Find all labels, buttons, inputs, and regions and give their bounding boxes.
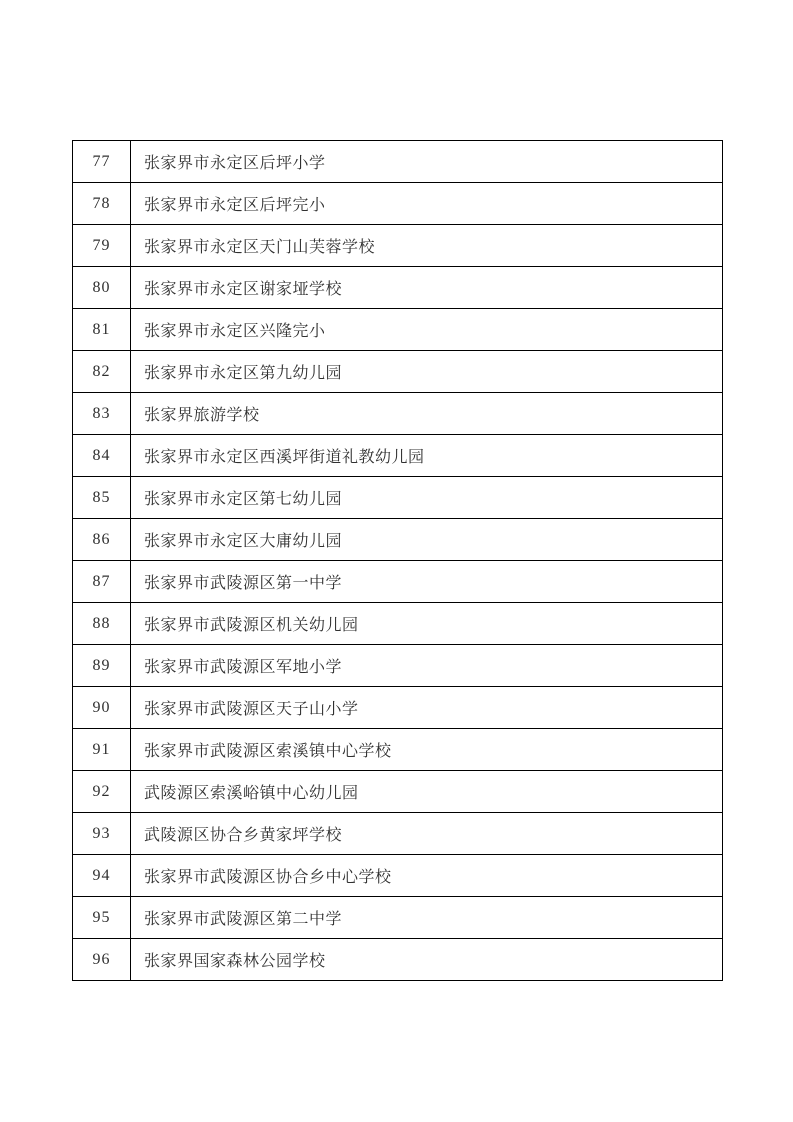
row-number-cell: 96 (73, 939, 131, 981)
row-number-cell: 91 (73, 729, 131, 771)
school-name-cell: 张家界市永定区第九幼儿园 (131, 351, 723, 393)
table-row (73, 435, 723, 477)
row-number-cell: 77 (73, 141, 131, 183)
row-number-cell: 89 (73, 645, 131, 687)
table-row (73, 855, 723, 897)
school-name-cell: 张家界市武陵源区第一中学 (131, 561, 723, 603)
row-number-cell: 79 (73, 225, 131, 267)
table-row (73, 183, 723, 225)
school-name-cell: 张家界市永定区后坪小学 (131, 141, 723, 183)
table-row (73, 645, 723, 687)
school-name-cell: 张家界市永定区大庸幼儿园 (131, 519, 723, 561)
row-number-cell: 80 (73, 267, 131, 309)
table-row (73, 351, 723, 393)
table-row (73, 477, 723, 519)
school-name-cell: 张家界市武陵源区军地小学 (131, 645, 723, 687)
school-name-cell: 张家界市武陵源区协合乡中心学校 (131, 855, 723, 897)
table-row (73, 225, 723, 267)
table-row (73, 813, 723, 855)
row-number-cell: 78 (73, 183, 131, 225)
school-name-cell: 张家界市永定区谢家垭学校 (131, 267, 723, 309)
row-number-cell: 92 (73, 771, 131, 813)
school-name-cell: 武陵源区索溪峪镇中心幼儿园 (131, 771, 723, 813)
school-name-cell: 张家界市永定区天门山芙蓉学校 (131, 225, 723, 267)
table-row (73, 729, 723, 771)
school-list-table (72, 140, 723, 981)
row-number-cell: 81 (73, 309, 131, 351)
school-name-cell: 张家界市武陵源区索溪镇中心学校 (131, 729, 723, 771)
school-name-cell: 张家界市永定区西溪坪街道礼教幼儿园 (131, 435, 723, 477)
school-name-cell: 张家界国家森林公园学校 (131, 939, 723, 981)
school-name-cell: 张家界市武陵源区天子山小学 (131, 687, 723, 729)
table-row (73, 603, 723, 645)
table-row (73, 267, 723, 309)
school-name-cell: 张家界市永定区兴隆完小 (131, 309, 723, 351)
table-row (73, 561, 723, 603)
table-row (73, 939, 723, 981)
table-row (73, 897, 723, 939)
row-number-cell: 86 (73, 519, 131, 561)
row-number-cell: 83 (73, 393, 131, 435)
row-number-cell: 93 (73, 813, 131, 855)
table-row (73, 393, 723, 435)
table-row (73, 519, 723, 561)
school-name-cell: 武陵源区协合乡黄家坪学校 (131, 813, 723, 855)
school-name-cell: 张家界市永定区第七幼儿园 (131, 477, 723, 519)
row-number-cell: 90 (73, 687, 131, 729)
school-name-cell: 张家界旅游学校 (131, 393, 723, 435)
table-row (73, 771, 723, 813)
table-row (73, 687, 723, 729)
row-number-cell: 84 (73, 435, 131, 477)
row-number-cell: 95 (73, 897, 131, 939)
row-number-cell: 85 (73, 477, 131, 519)
school-name-cell: 张家界市永定区后坪完小 (131, 183, 723, 225)
row-number-cell: 88 (73, 603, 131, 645)
table-row (73, 309, 723, 351)
row-number-cell: 82 (73, 351, 131, 393)
school-table-body (73, 141, 723, 981)
table-row (73, 141, 723, 183)
row-number-cell: 94 (73, 855, 131, 897)
row-number-cell: 87 (73, 561, 131, 603)
school-name-cell: 张家界市武陵源区机关幼儿园 (131, 603, 723, 645)
school-name-cell: 张家界市武陵源区第二中学 (131, 897, 723, 939)
